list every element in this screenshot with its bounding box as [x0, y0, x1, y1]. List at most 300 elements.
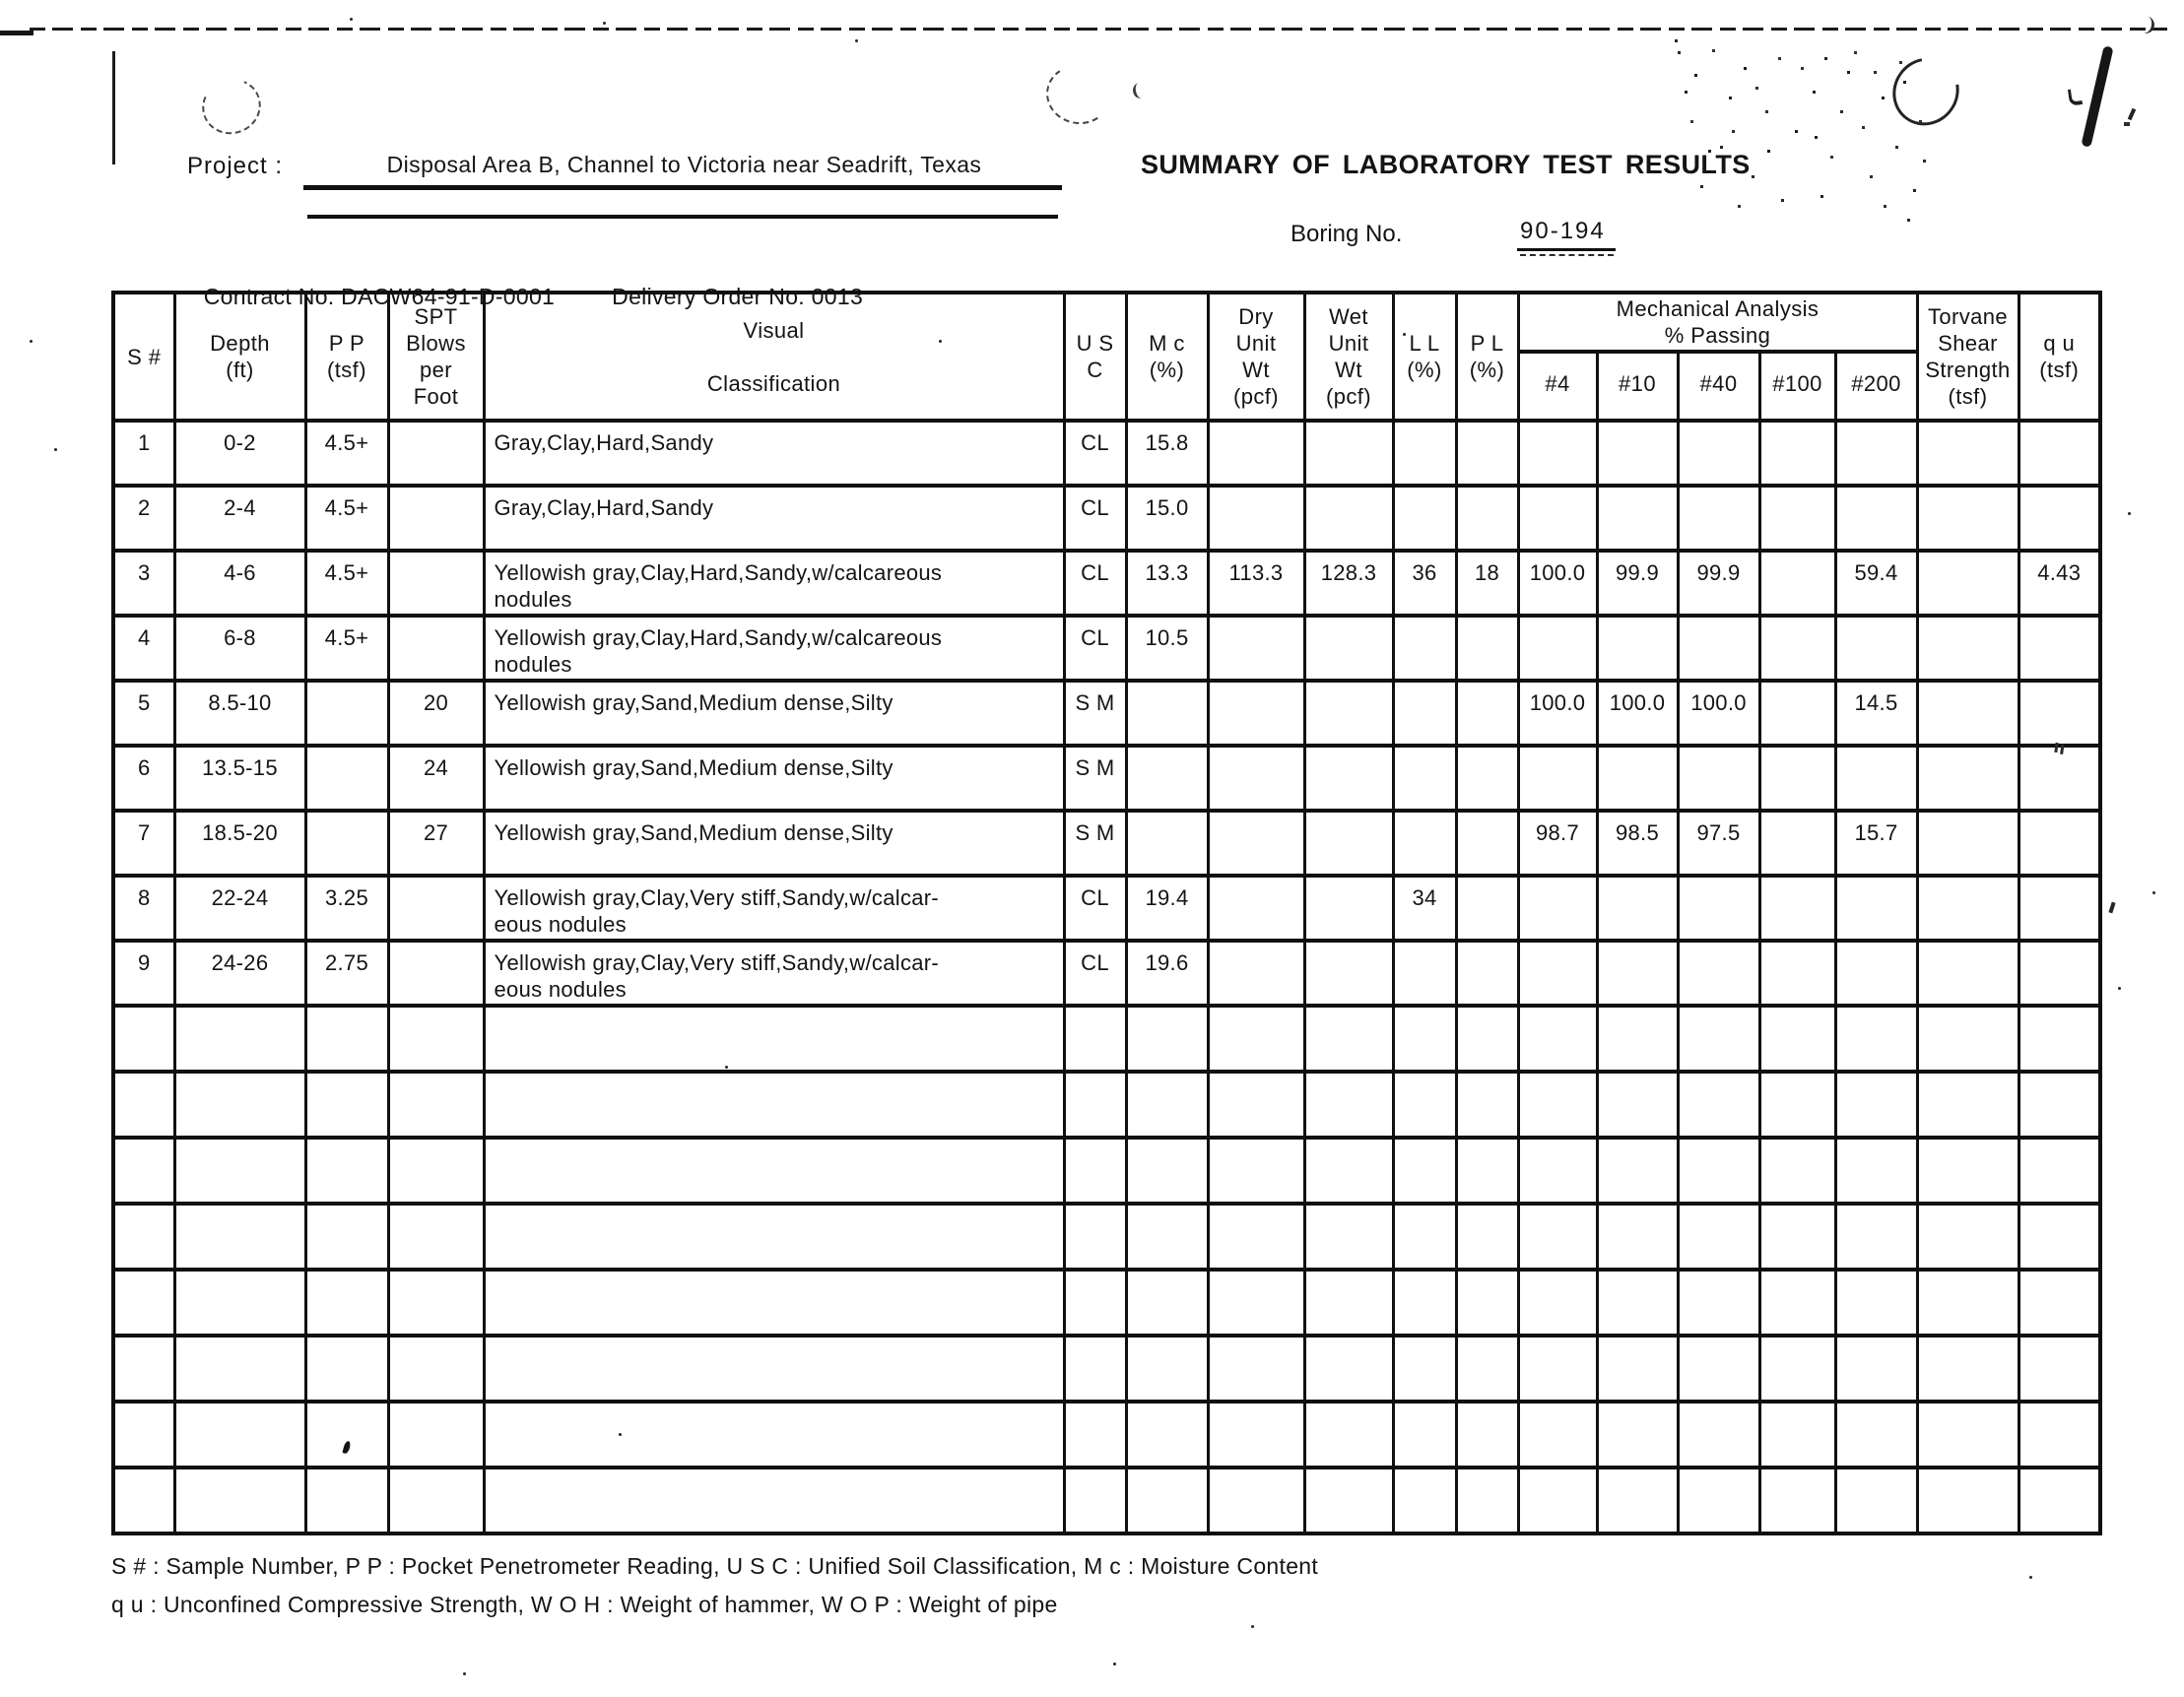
empty-cell — [174, 1468, 305, 1534]
empty-cell — [1064, 1204, 1126, 1270]
cell-depth: 22-24 — [174, 876, 305, 941]
empty-cell — [1759, 1204, 1835, 1270]
empty-cell — [1917, 1336, 2019, 1402]
scan-artifact-dot — [725, 1066, 728, 1069]
scan-artifact-top-line — [30, 28, 2167, 31]
cell-p10 — [1597, 616, 1678, 681]
empty-cell — [2019, 1138, 2100, 1204]
col-header-sieve-4: #4 — [1518, 352, 1597, 421]
table-row — [113, 876, 2100, 941]
cell-spt — [388, 616, 484, 681]
cell-ll — [1393, 941, 1456, 1006]
empty-table-row — [113, 1336, 2100, 1402]
cell-wet — [1304, 876, 1393, 941]
cell-dry — [1208, 746, 1304, 811]
table-row — [113, 941, 2100, 1006]
cell-qu — [2019, 876, 2100, 941]
cell-s: 2 — [113, 486, 174, 551]
cell-wet — [1304, 616, 1393, 681]
empty-cell — [1835, 1072, 1917, 1138]
empty-cell — [1456, 1468, 1518, 1534]
cell-ll — [1393, 616, 1456, 681]
project-value: Disposal Area B, Channel to Victoria near Seadrift, Texas — [386, 152, 982, 177]
cell-mc: 15.0 — [1126, 486, 1208, 551]
cell-ll — [1393, 421, 1456, 486]
empty-cell — [1393, 1402, 1456, 1468]
empty-cell — [1304, 1138, 1393, 1204]
empty-cell — [484, 1138, 1064, 1204]
empty-cell — [174, 1402, 305, 1468]
scan-artifact-circle-center — [1041, 60, 1115, 130]
scan-artifact-dot — [2152, 891, 2155, 894]
cell-spt: 20 — [388, 681, 484, 746]
empty-cell — [1835, 1402, 1917, 1468]
cell-wet — [1304, 941, 1393, 1006]
empty-cell — [1597, 1204, 1678, 1270]
cell-depth: 18.5-20 — [174, 811, 305, 876]
empty-cell — [1597, 1468, 1678, 1534]
cell-torvane — [1917, 941, 2019, 1006]
cell-p4 — [1518, 746, 1597, 811]
empty-cell — [1064, 1270, 1126, 1336]
empty-table-row — [113, 1468, 2100, 1534]
cell-p200 — [1835, 746, 1917, 811]
empty-cell — [1835, 1270, 1917, 1336]
project-underline — [303, 185, 1062, 190]
cell-visual: Yellowish gray,Clay,Very stiff,Sandy,w/calcar- eous nodules — [484, 941, 1064, 1006]
empty-cell — [1208, 1138, 1304, 1204]
empty-cell — [1064, 1006, 1126, 1072]
cell-usc: CL — [1064, 616, 1126, 681]
empty-cell — [1678, 1006, 1759, 1072]
cell-usc: CL — [1064, 551, 1126, 616]
cell-p10 — [1597, 941, 1678, 1006]
col-header-pl: P L (%) — [1456, 293, 1518, 421]
cell-depth: 24-26 — [174, 941, 305, 1006]
cell-wet — [1304, 746, 1393, 811]
cell-p40 — [1678, 421, 1759, 486]
empty-cell — [388, 1270, 484, 1336]
scan-artifact-dot — [30, 340, 33, 343]
cell-pp — [305, 681, 388, 746]
cell-visual: Yellowish gray,Sand,Medium dense,Silty — [484, 681, 1064, 746]
col-header-sieve-200: #200 — [1835, 352, 1917, 421]
cell-pl — [1456, 681, 1518, 746]
table-row — [113, 811, 2100, 876]
empty-cell — [113, 1336, 174, 1402]
cell-spt — [388, 486, 484, 551]
empty-cell — [388, 1402, 484, 1468]
empty-cell — [1393, 1468, 1456, 1534]
empty-cell — [1393, 1006, 1456, 1072]
empty-cell — [1304, 1402, 1393, 1468]
cell-depth: 13.5-15 — [174, 746, 305, 811]
cell-usc: CL — [1064, 421, 1126, 486]
boring-no-underline-2 — [1520, 254, 1614, 256]
empty-cell — [1518, 1402, 1597, 1468]
empty-cell — [1208, 1402, 1304, 1468]
empty-cell — [113, 1402, 174, 1468]
cell-p200 — [1835, 616, 1917, 681]
cell-pl — [1456, 811, 1518, 876]
empty-cell — [1456, 1270, 1518, 1336]
col-header-sieve-100: #100 — [1759, 352, 1835, 421]
empty-cell — [388, 1336, 484, 1402]
cell-wet — [1304, 486, 1393, 551]
cell-spt — [388, 941, 484, 1006]
empty-cell — [1126, 1336, 1208, 1402]
cell-pl — [1456, 941, 1518, 1006]
cell-depth: 6-8 — [174, 616, 305, 681]
col-header-mc: M c (%) — [1126, 293, 1208, 421]
cell-s: 8 — [113, 876, 174, 941]
col-header-mechanical-analysis: Mechanical Analysis % Passing — [1518, 293, 1917, 352]
empty-cell — [1208, 1204, 1304, 1270]
cell-torvane — [1917, 421, 2019, 486]
cell-mc: 19.4 — [1126, 876, 1208, 941]
empty-cell — [1678, 1270, 1759, 1336]
cell-p10 — [1597, 421, 1678, 486]
cell-torvane — [1917, 551, 2019, 616]
empty-cell — [113, 1468, 174, 1534]
cell-p10: 100.0 — [1597, 681, 1678, 746]
col-header-ll: L L (%) — [1393, 293, 1456, 421]
empty-cell — [1678, 1336, 1759, 1402]
empty-cell — [1064, 1336, 1126, 1402]
scan-artifact-dot — [54, 448, 57, 451]
cell-qu — [2019, 681, 2100, 746]
table-row — [113, 681, 2100, 746]
cell-p40 — [1678, 941, 1759, 1006]
empty-cell — [1393, 1072, 1456, 1138]
cell-p4 — [1518, 876, 1597, 941]
cell-pp: 2.75 — [305, 941, 388, 1006]
empty-cell — [1208, 1006, 1304, 1072]
cell-pp: 4.5+ — [305, 421, 388, 486]
table-row — [113, 616, 2100, 681]
cell-s: 5 — [113, 681, 174, 746]
cell-p40 — [1678, 486, 1759, 551]
cell-visual: Yellowish gray,Sand,Medium dense,Silty — [484, 746, 1064, 811]
scan-artifact-pen-slash — [2081, 45, 2113, 148]
scan-artifact-dot — [619, 1433, 622, 1436]
cell-wet — [1304, 811, 1393, 876]
empty-cell — [1456, 1138, 1518, 1204]
empty-cell — [1208, 1072, 1304, 1138]
empty-cell — [1759, 1402, 1835, 1468]
cell-p200 — [1835, 421, 1917, 486]
cell-p100 — [1759, 486, 1835, 551]
cell-mc: 19.6 — [1126, 941, 1208, 1006]
cell-p4: 98.7 — [1518, 811, 1597, 876]
cell-pl — [1456, 746, 1518, 811]
cell-p100 — [1759, 811, 1835, 876]
empty-cell — [484, 1336, 1064, 1402]
empty-cell — [1456, 1204, 1518, 1270]
empty-cell — [484, 1402, 1064, 1468]
cell-torvane — [1917, 811, 2019, 876]
cell-p100 — [1759, 421, 1835, 486]
empty-cell — [388, 1138, 484, 1204]
cell-pp: 4.5+ — [305, 486, 388, 551]
empty-cell — [1835, 1468, 1917, 1534]
empty-cell — [1304, 1336, 1393, 1402]
col-header-qu: q u (tsf) — [2019, 293, 2100, 421]
cell-mc — [1126, 811, 1208, 876]
empty-cell — [1126, 1270, 1208, 1336]
cell-p4 — [1518, 941, 1597, 1006]
scan-artifact-top-left-dash — [0, 31, 33, 35]
cell-torvane — [1917, 616, 2019, 681]
empty-cell — [1678, 1468, 1759, 1534]
empty-cell — [484, 1270, 1064, 1336]
cell-depth: 2-4 — [174, 486, 305, 551]
cell-dry — [1208, 941, 1304, 1006]
empty-cell — [1597, 1336, 1678, 1402]
cell-p200: 14.5 — [1835, 681, 1917, 746]
empty-cell — [1917, 1402, 2019, 1468]
empty-cell — [1208, 1468, 1304, 1534]
empty-cell — [1456, 1072, 1518, 1138]
empty-cell — [113, 1204, 174, 1270]
cell-p10: 99.9 — [1597, 551, 1678, 616]
empty-cell — [1917, 1006, 2019, 1072]
empty-cell — [305, 1336, 388, 1402]
empty-cell — [1835, 1138, 1917, 1204]
table-row — [113, 746, 2100, 811]
empty-cell — [1678, 1138, 1759, 1204]
empty-cell — [388, 1072, 484, 1138]
empty-cell — [1597, 1072, 1678, 1138]
scan-artifact-left-line — [112, 51, 115, 164]
empty-cell — [484, 1072, 1064, 1138]
col-header-torvane-shear: Torvane Shear Strength (tsf) — [1917, 293, 2019, 421]
cell-visual: Gray,Clay,Hard,Sandy — [484, 421, 1064, 486]
cell-pp: 3.25 — [305, 876, 388, 941]
project-label: Project : — [187, 153, 284, 179]
table-row — [113, 551, 2100, 616]
empty-cell — [388, 1468, 484, 1534]
cell-visual: Gray,Clay,Hard,Sandy — [484, 486, 1064, 551]
empty-cell — [305, 1072, 388, 1138]
cell-pl — [1456, 486, 1518, 551]
footnote-abbreviations-2: q u : Unconfined Compressive Strength, W O H : Weight of hammer, W O P : Weight of pipe — [111, 1592, 1058, 1617]
empty-table-row — [113, 1270, 2100, 1336]
cell-mc: 10.5 — [1126, 616, 1208, 681]
scan-artifact-dot — [855, 39, 858, 42]
cell-depth: 4-6 — [174, 551, 305, 616]
cell-wet: 128.3 — [1304, 551, 1393, 616]
empty-cell — [1064, 1138, 1126, 1204]
cell-qu — [2019, 746, 2100, 811]
empty-cell — [174, 1270, 305, 1336]
cell-pl — [1456, 616, 1518, 681]
cell-usc: CL — [1064, 486, 1126, 551]
empty-cell — [1304, 1006, 1393, 1072]
scan-artifact-tick — [2128, 108, 2137, 121]
empty-cell — [305, 1402, 388, 1468]
empty-cell — [1456, 1006, 1518, 1072]
empty-cell — [2019, 1072, 2100, 1138]
cell-usc: CL — [1064, 941, 1126, 1006]
empty-cell — [305, 1204, 388, 1270]
results-table — [111, 291, 2102, 1535]
cell-pp — [305, 811, 388, 876]
empty-cell — [1518, 1336, 1597, 1402]
empty-cell — [1678, 1402, 1759, 1468]
results-table-body — [113, 421, 2100, 1534]
cell-spt: 24 — [388, 746, 484, 811]
empty-cell — [1917, 1138, 2019, 1204]
empty-cell — [388, 1204, 484, 1270]
scan-artifact-dot — [939, 340, 942, 343]
cell-depth: 8.5-10 — [174, 681, 305, 746]
cell-ll — [1393, 811, 1456, 876]
empty-cell — [1126, 1402, 1208, 1468]
cell-dry — [1208, 616, 1304, 681]
cell-dry — [1208, 421, 1304, 486]
empty-cell — [484, 1006, 1064, 1072]
empty-cell — [113, 1072, 174, 1138]
cell-usc: S M — [1064, 811, 1126, 876]
cell-s: 1 — [113, 421, 174, 486]
table-row — [113, 486, 2100, 551]
cell-visual: Yellowish gray,Clay,Hard,Sandy,w/calcareous nodules — [484, 616, 1064, 681]
empty-cell — [1126, 1006, 1208, 1072]
empty-table-row — [113, 1402, 2100, 1468]
cell-torvane — [1917, 681, 2019, 746]
cell-p10 — [1597, 876, 1678, 941]
empty-cell — [1597, 1402, 1678, 1468]
col-header-pp: P P (tsf) — [305, 293, 388, 421]
cell-p200: 59.4 — [1835, 551, 1917, 616]
empty-cell — [2019, 1204, 2100, 1270]
empty-cell — [1456, 1402, 1518, 1468]
cell-spt — [388, 876, 484, 941]
empty-cell — [484, 1468, 1064, 1534]
empty-cell — [2019, 1468, 2100, 1534]
cell-pp: 4.5+ — [305, 551, 388, 616]
empty-cell — [1304, 1270, 1393, 1336]
empty-cell — [1597, 1270, 1678, 1336]
cell-s: 4 — [113, 616, 174, 681]
cell-torvane — [1917, 486, 2019, 551]
cell-s: 6 — [113, 746, 174, 811]
empty-cell — [1126, 1072, 1208, 1138]
empty-cell — [1126, 1138, 1208, 1204]
cell-p4: 100.0 — [1518, 681, 1597, 746]
cell-usc: CL — [1064, 876, 1126, 941]
cell-p40 — [1678, 616, 1759, 681]
cell-p10: 98.5 — [1597, 811, 1678, 876]
empty-cell — [1208, 1270, 1304, 1336]
scan-artifact-dot — [2128, 512, 2131, 515]
cell-s: 9 — [113, 941, 174, 1006]
empty-cell — [305, 1006, 388, 1072]
empty-cell — [113, 1138, 174, 1204]
cell-p200 — [1835, 486, 1917, 551]
col-header-spt-blows: SPT Blows per Foot — [388, 293, 484, 421]
empty-cell — [1393, 1204, 1456, 1270]
cell-usc: S M — [1064, 746, 1126, 811]
cell-dry — [1208, 681, 1304, 746]
scan-artifact-paren — [1132, 82, 1150, 100]
cell-dry — [1208, 486, 1304, 551]
cell-pp: 4.5+ — [305, 616, 388, 681]
cell-s: 3 — [113, 551, 174, 616]
cell-p100 — [1759, 616, 1835, 681]
cell-ll: 36 — [1393, 551, 1456, 616]
cell-wet — [1304, 421, 1393, 486]
cell-p100 — [1759, 746, 1835, 811]
cell-ll — [1393, 486, 1456, 551]
empty-cell — [1835, 1006, 1917, 1072]
empty-cell — [484, 1204, 1064, 1270]
empty-cell — [1064, 1402, 1126, 1468]
scan-artifact-dot — [2029, 1576, 2032, 1579]
empty-cell — [1759, 1006, 1835, 1072]
cell-qu — [2019, 616, 2100, 681]
cell-p4: 100.0 — [1518, 551, 1597, 616]
empty-cell — [174, 1138, 305, 1204]
cell-ll — [1393, 681, 1456, 746]
cell-p100 — [1759, 941, 1835, 1006]
cell-qu: 4.43 — [2019, 551, 2100, 616]
col-header-depth: Depth (ft) — [174, 293, 305, 421]
cell-p200 — [1835, 941, 1917, 1006]
empty-table-row — [113, 1072, 2100, 1138]
empty-cell — [174, 1336, 305, 1402]
cell-p40: 99.9 — [1678, 551, 1759, 616]
cell-p4 — [1518, 421, 1597, 486]
contract-no-label: Contract No. DACW64-91-D-0001 — [203, 284, 556, 309]
col-header-wet-unit-wt: Wet Unit Wt (pcf) — [1304, 293, 1393, 421]
empty-cell — [113, 1270, 174, 1336]
cell-torvane — [1917, 746, 2019, 811]
scan-artifact-row8-tick — [2108, 902, 2115, 914]
empty-cell — [1304, 1072, 1393, 1138]
cell-mc: 15.8 — [1126, 421, 1208, 486]
cell-p10 — [1597, 746, 1678, 811]
empty-cell — [1759, 1270, 1835, 1336]
cell-dry — [1208, 876, 1304, 941]
empty-cell — [2019, 1270, 2100, 1336]
empty-cell — [305, 1468, 388, 1534]
boring-no-label: Boring No. — [1291, 221, 1403, 247]
empty-cell — [1917, 1204, 2019, 1270]
empty-table-row — [113, 1006, 2100, 1072]
empty-cell — [1518, 1138, 1597, 1204]
empty-cell — [2019, 1006, 2100, 1072]
boring-no-underline — [1517, 248, 1616, 251]
empty-cell — [1917, 1072, 2019, 1138]
empty-cell — [1393, 1270, 1456, 1336]
cell-wet — [1304, 681, 1393, 746]
cell-p40 — [1678, 746, 1759, 811]
cell-visual: Yellowish gray,Clay,Hard,Sandy,w/calcareous nodules — [484, 551, 1064, 616]
cell-mc — [1126, 681, 1208, 746]
scan-artifact-speckle-cloud — [1675, 39, 1678, 42]
scan-artifact-tick-2 — [2124, 122, 2130, 126]
scan-artifact-circle-left — [194, 70, 269, 142]
cell-pp — [305, 746, 388, 811]
cell-p4 — [1518, 486, 1597, 551]
empty-cell — [1917, 1468, 2019, 1534]
empty-cell — [1518, 1006, 1597, 1072]
cell-ll — [1393, 746, 1456, 811]
scan-artifact-dot — [350, 18, 353, 21]
empty-cell — [1759, 1072, 1835, 1138]
